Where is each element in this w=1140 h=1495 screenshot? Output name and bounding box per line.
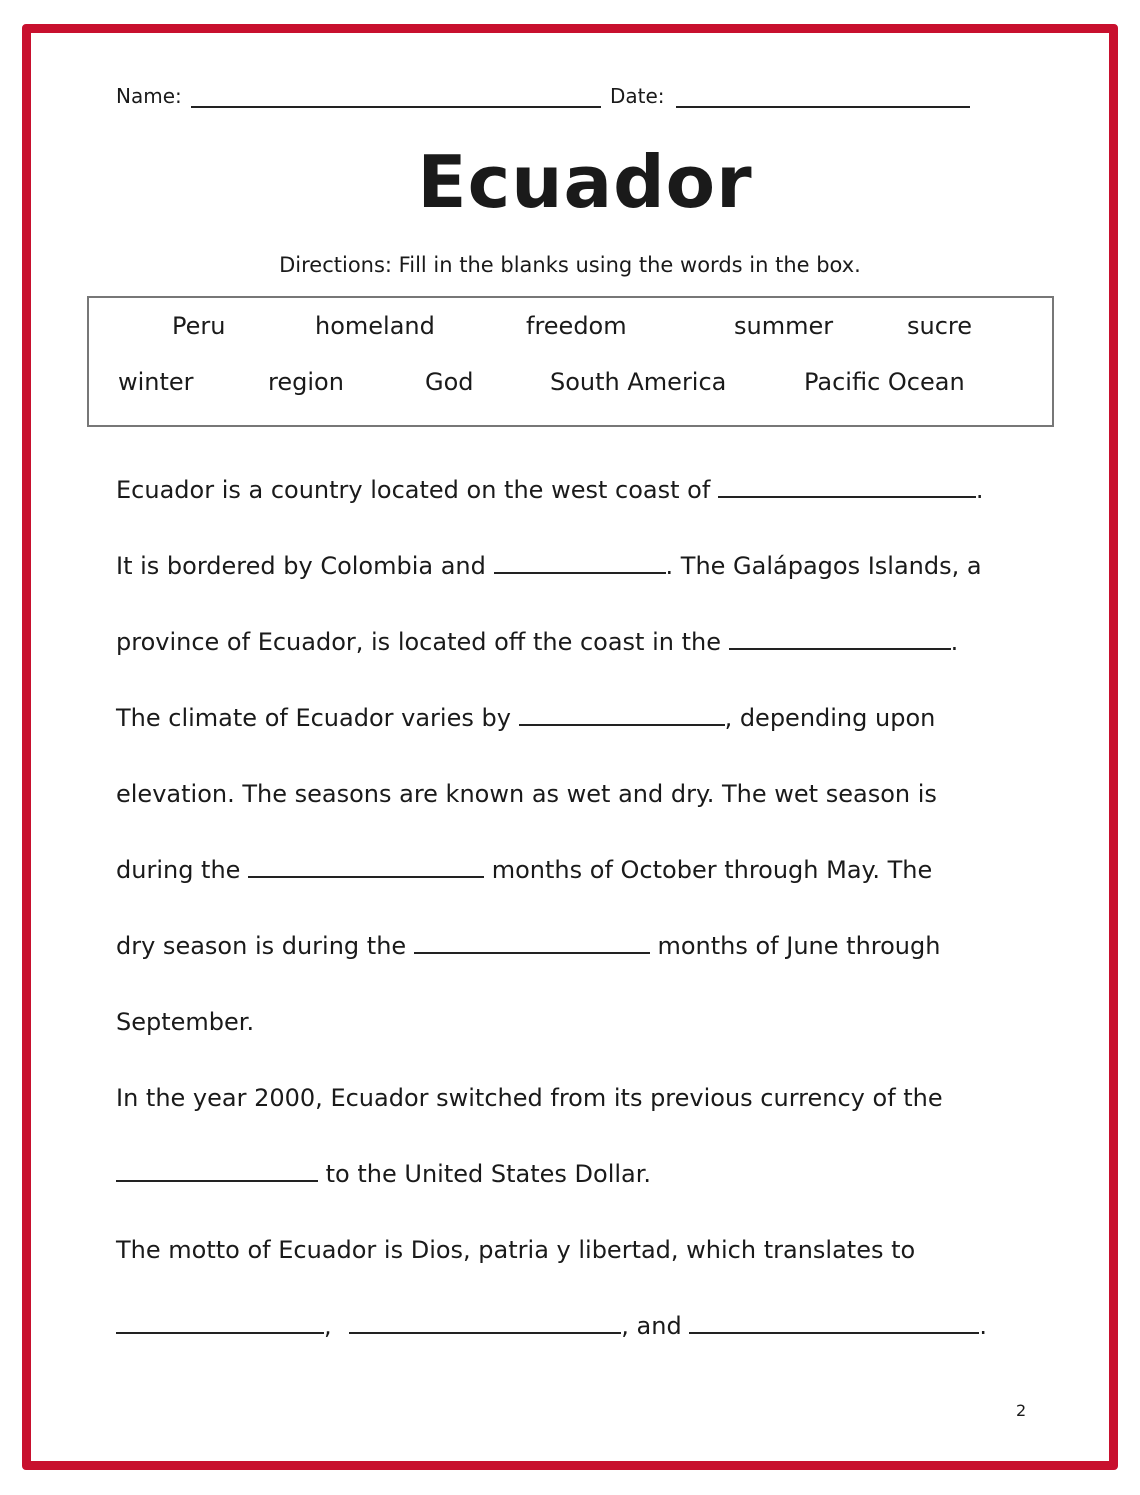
passage-line-11 <box>116 1236 915 1264</box>
date-label: Date: <box>610 84 665 108</box>
blank-8[interactable] <box>116 1314 324 1334</box>
passage-line-8 <box>116 1008 254 1036</box>
passage-text: . <box>950 628 959 656</box>
passage-text: , and <box>621 1312 682 1340</box>
word-bank-item: freedom <box>526 312 627 340</box>
passage-line-2 <box>116 552 982 580</box>
passage-text: during the <box>116 856 241 884</box>
page-title: Ecuador <box>417 140 753 224</box>
passage-text: elevation. The seasons are known as wet and dry. The wet season is <box>116 780 937 808</box>
passage-line-12 <box>116 1312 987 1340</box>
passage-line-4 <box>116 704 935 732</box>
blank-10[interactable] <box>689 1314 979 1334</box>
passage-text: to the United States Dollar. <box>325 1160 652 1188</box>
word-bank-item: homeland <box>315 312 435 340</box>
passage-text: The motto of Ecuador is Dios, patria y libertad, which translates to <box>116 1236 916 1264</box>
blank-3[interactable] <box>729 630 951 650</box>
blank-9[interactable] <box>349 1314 621 1334</box>
passage-text: . <box>979 1312 987 1340</box>
word-bank-item: South America <box>550 368 727 396</box>
blank-2[interactable] <box>494 554 666 574</box>
passage-text: dry season is during the <box>116 932 407 960</box>
passage-line-9 <box>116 1084 943 1112</box>
page-number: 2 <box>1016 1401 1027 1420</box>
passage-text: months of October through May. The <box>491 856 933 884</box>
word-bank <box>87 296 1054 427</box>
directions-text: Directions: Fill in the blanks using the words in the box. <box>279 253 861 277</box>
passage-line-6 <box>116 856 932 884</box>
word-bank-item: Pacific Ocean <box>804 368 965 396</box>
word-bank-item: God <box>425 368 474 396</box>
passage-text: September. <box>116 1008 255 1036</box>
passage-text: Ecuador is a country located on the west coast of <box>116 476 711 504</box>
word-bank-item: winter <box>118 368 194 396</box>
passage-text: The climate of Ecuador varies by <box>116 704 511 732</box>
passage-text: In the year 2000, Ecuador switched from its previous currency of the <box>116 1084 943 1112</box>
blank-6[interactable] <box>414 934 650 954</box>
blank-7[interactable] <box>116 1162 318 1182</box>
passage-text: . The Galápagos Islands, a <box>665 552 982 580</box>
date-field[interactable] <box>676 106 970 108</box>
blank-4[interactable] <box>519 706 725 726</box>
word-bank-item: sucre <box>907 312 973 340</box>
passage-text: province of Ecuador, is located off the coast in the <box>116 628 721 656</box>
passage-text: , <box>324 1312 332 1340</box>
word-bank-item: region <box>268 368 344 396</box>
name-label: Name: <box>116 84 182 108</box>
passage-text: . <box>975 476 984 504</box>
passage-text: It is bordered by Colombia and <box>116 552 486 580</box>
blank-5[interactable] <box>248 858 484 878</box>
passage-line-10 <box>116 1160 651 1188</box>
passage-text: , depending upon <box>724 704 936 732</box>
passage-line-1 <box>116 476 984 504</box>
name-field[interactable] <box>191 106 601 108</box>
passage-line-5 <box>116 780 937 808</box>
word-bank-item: summer <box>734 312 834 340</box>
passage-line-3 <box>116 628 958 656</box>
blank-1[interactable] <box>718 478 976 498</box>
passage-text: months of June through <box>657 932 941 960</box>
passage-line-7 <box>116 932 940 960</box>
word-bank-item: Peru <box>172 312 226 340</box>
